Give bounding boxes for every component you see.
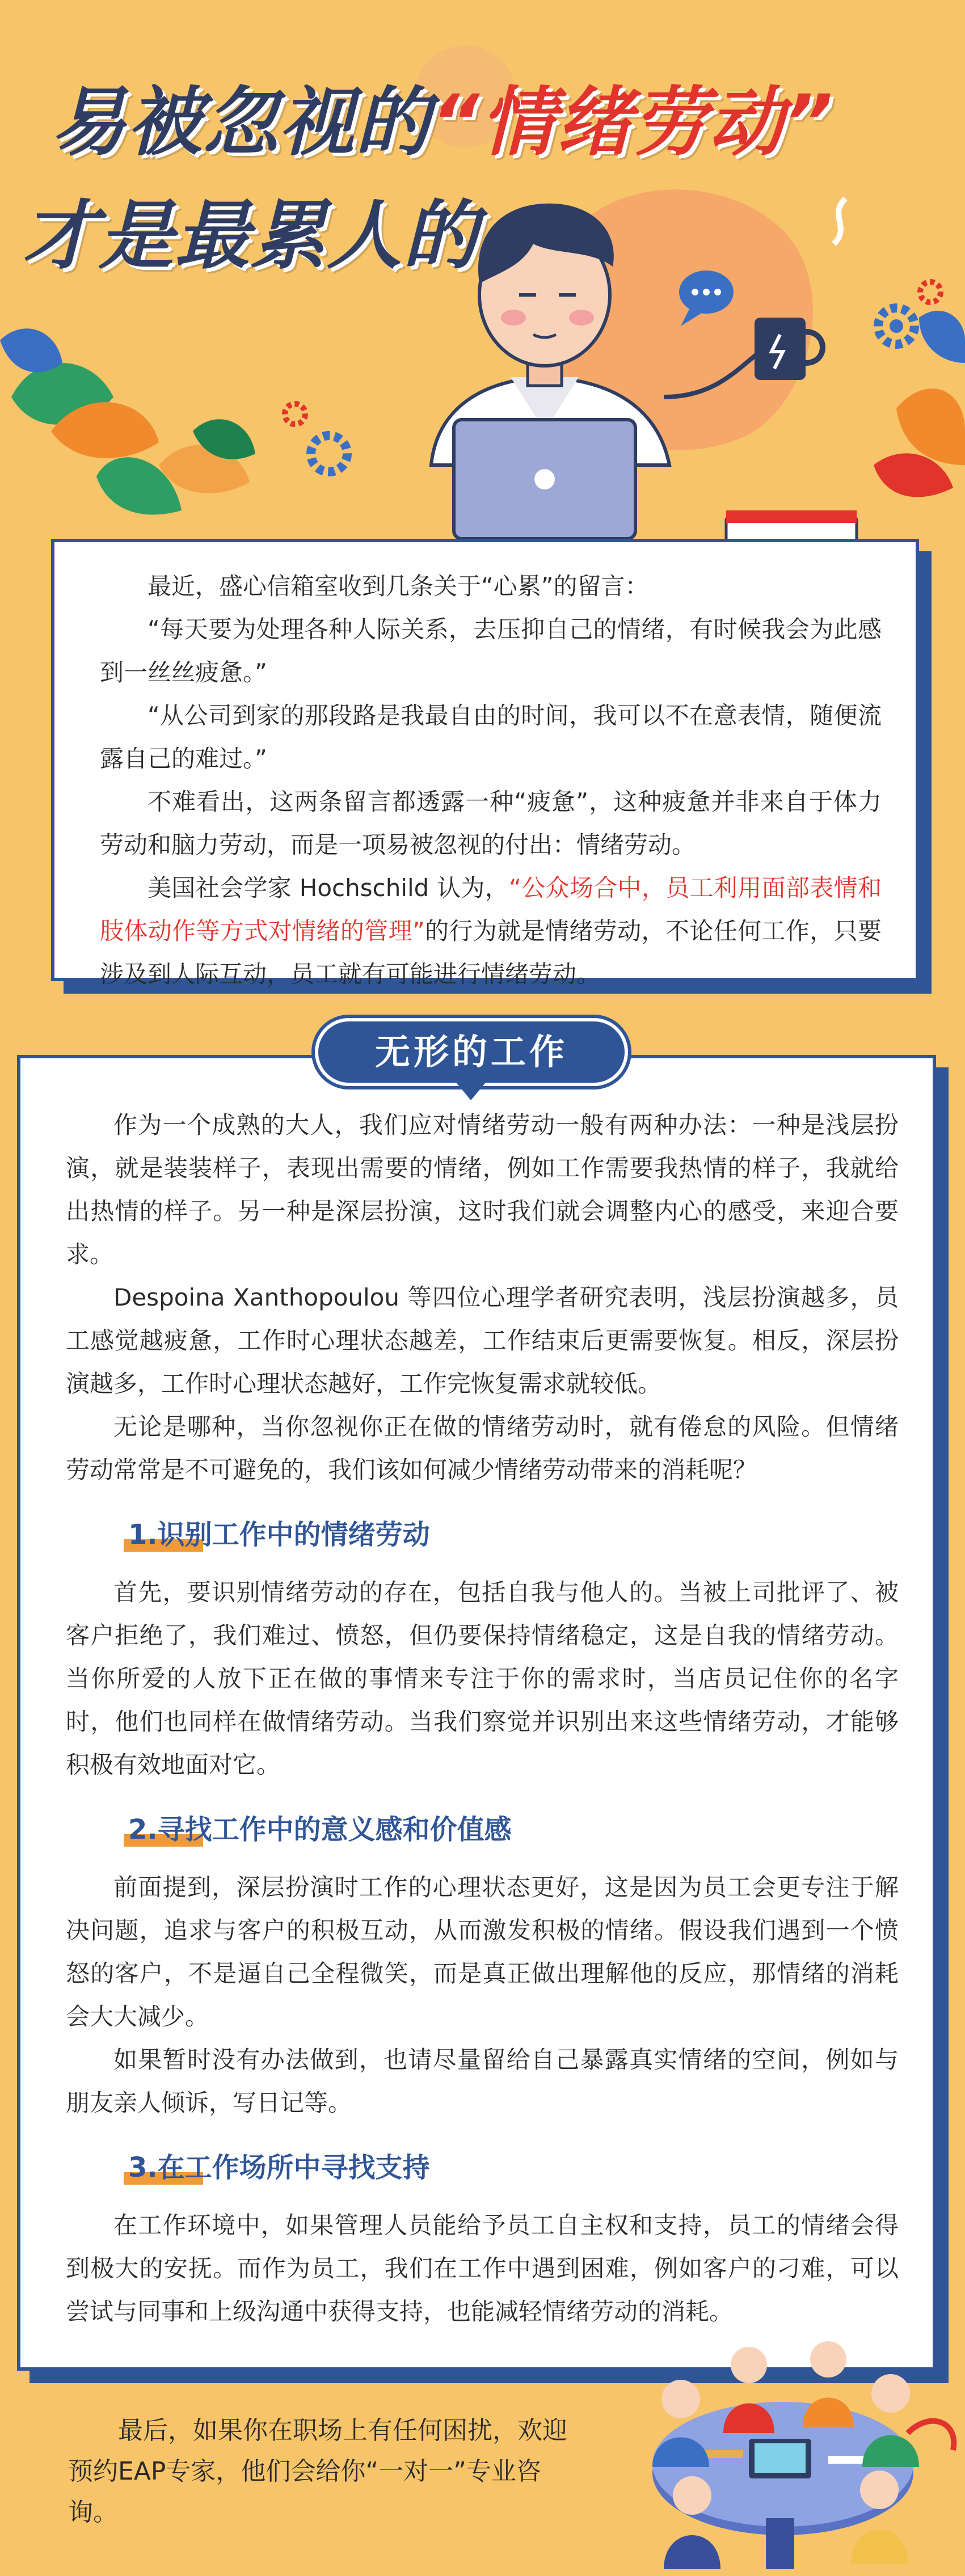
page-title-line2 <box>23 192 479 280</box>
closing-text <box>68 2410 590 2533</box>
intro-paragraph: “从公司到家的那段路是我最自由的时间，我可以不在意表情，随便流露自己的难过。” <box>100 702 882 772</box>
section-title: 无形的工作 <box>374 1031 568 1072</box>
main-paragraph: 作为一个成熟的大人，我们应对情绪劳动一般有两种办法：一种是浅层扮演，就是装装样子，表现出需要的情绪，例如工作需要我热情的样子，我就给出热情的样子。另一种是深层扮演，这时我们就会调整内心的感受，来迎合要求。 <box>66 1111 899 1268</box>
intro-paragraph: 不难看出，这两条留言都透露一种“疲惫”，这种疲惫并非来自于体力劳动和脑力劳动，而是一项易被忽视的付出：情绪劳动。 <box>100 788 882 859</box>
tip3-heading: 3.在工作场所中寻找支持 <box>128 2147 899 2188</box>
tip3-paragraph: 在工作环境中，如果管理人员能给予员工自主权和支持，员工的情绪会得到极大的安抚。而作为员工，我们在工作中遇到困难，例如客户的刁难，可以尝试与同事和上级沟通中获得支持，也能减轻情绪劳动的消耗。 <box>66 2211 899 2325</box>
main-box <box>17 1055 936 2371</box>
quote-prefix: 美国社会学家 Hochschild 认为， <box>148 874 509 902</box>
quote-suffix: 的行为就是情绪劳动，不论任何工作，只要涉及到人际互动，员工就有可能进行情绪劳动。 <box>100 917 882 988</box>
intro-quote-paragraph <box>100 867 882 996</box>
leaf-left-1-icon <box>0 328 255 514</box>
section-title-pill <box>315 1018 628 1086</box>
tip1-heading: 1.识别工作中的情绪劳动 <box>128 1514 899 1555</box>
tip2-heading: 2.寻找工作中的意义感和价值感 <box>128 1809 899 1850</box>
tip2-paragraph: 如果暂时没有办法做到，也请尽量留给自己暴露真实情绪的空间，例如与朋友亲人倾诉，写日记等。 <box>66 2046 899 2117</box>
intro-paragraph: “每天要为处理各种人际关系，去压抑自己的情绪，有时候我会为此感到一丝丝疲惫。” <box>100 615 882 686</box>
team-meeting-illustration <box>613 2303 965 2574</box>
intro-box <box>51 539 919 988</box>
intro-paragraph: 最近，盛心信箱室收到几条关于“心累”的留言： <box>148 572 649 600</box>
title-line2: 才是最累人的 <box>23 192 479 280</box>
tip1-paragraph: 首先，要识别情绪劳动的存在，包括自我与他人的。当被上司批评了、被客户拒绝了，我们难过、愤怒，但仍要保持情绪稳定，这是自我的情绪劳动。当你所爱的人放下正在做的事情来专注于你的需求时，当店员记住你的名字时，他们也同样在做情绪劳动。当我们察觉并识别出来这些情绪劳动，才能够积极有效地面对它。 <box>66 1578 899 1779</box>
title-prefix: 易被忽视的 <box>51 79 431 166</box>
page-title-line1 <box>51 79 835 166</box>
meeting-illustration <box>613 2303 965 2574</box>
main-paragraph: Despoina Xanthopoulou 等四位心理学者研究表明，浅层扮演越多，员工感觉越疲惫，工作时心理状态越差，工作结束后更需要恢复。相反，深层扮演越多，工作时心理状态越好，工作完恢复需求就较低。 <box>66 1283 899 1397</box>
tip2-paragraph: 前面提到，深层扮演时工作的心理状态更好，这是因为员工会更专注于解决问题，追求与客户的积极互动，从而激发积极的情绪。假设我们遇到一个愤怒的客户，不是逼自己全程微笑，而是真正做出理解他的反应，那情绪的消耗会大大减少。 <box>66 1873 899 2030</box>
main-paragraph: 无论是哪种，当你忽视你正在做的情绪劳动时，就有倦怠的风险。但情绪劳动常常是不可避免的，我们该如何减少情绪劳动带来的消耗呢？ <box>66 1413 899 1484</box>
quote-highlight: “公众场合中，员工利用面部表情和肢体动作等方式对情绪的管理” <box>100 874 882 945</box>
closing-text-content: 最后，如果你在职场上有任何困扰，欢迎预约EAP专家，他们会给你“一对一”专业咨询。 <box>68 2416 567 2527</box>
title-highlight: “情绪劳动” <box>431 79 835 166</box>
pill-pointer-icon <box>454 1080 488 1103</box>
